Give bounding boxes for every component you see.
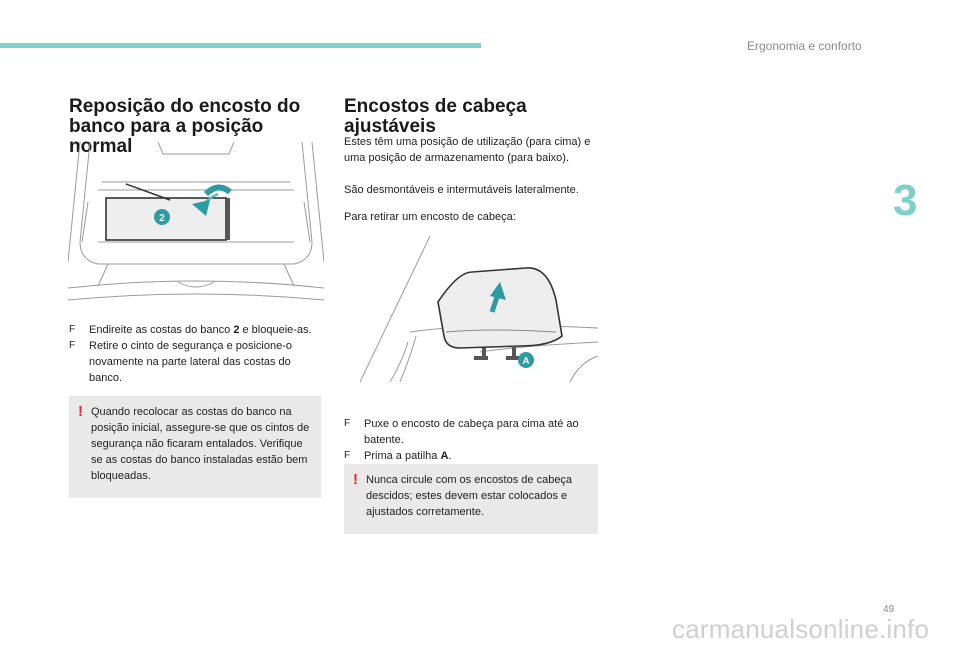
list-item: F Prima a patilha A. (344, 450, 452, 462)
header-accent-bar (0, 43, 481, 48)
chapter-number: 3 (893, 176, 918, 225)
bullet-marker: F (344, 450, 351, 461)
right-intro-2: São desmontáveis e intermutáveis lateralmente. (344, 184, 579, 196)
right-warning-note (344, 464, 598, 534)
page-number: 49 (883, 604, 895, 615)
left-bullet-list (69, 322, 325, 386)
trunk-seat-illustration (68, 142, 324, 314)
bullet-marker: F (69, 324, 76, 335)
right-intro: Estes têm uma posição de utilização (para cima) e uma posição de armazenamento (para baixo). (344, 136, 591, 164)
right-intro-3: Para retirar um encosto de cabeça: (344, 211, 516, 223)
right-note-text: Nunca circule com os encostos de cabeça descidos; estes devem estar colocados e ajustados corretamente. (366, 474, 573, 518)
right-section-title: Encostos de cabeça ajustáveis (344, 96, 527, 137)
section-title: Ergonomia e conforto (747, 39, 862, 53)
list-item: F Puxe o encosto de cabeça para cima até ao batente. (344, 418, 579, 446)
figure-label-2: 2 (159, 213, 165, 224)
left-warning-note (69, 396, 321, 498)
watermark: carmanualsonline.info (672, 614, 930, 644)
left-note-text: Quando recolocar as costas do banco na posição inicial, assegure-se que os cintos de segurança não ficaram entalados. Verifique se as costas do banco instaladas estão bem bloqueadas. (91, 406, 310, 482)
warning-icon: ! (353, 471, 358, 488)
left-section-title: Reposição do encosto do banco para a posição normal (69, 96, 301, 157)
right-bullet-list (344, 416, 600, 464)
warning-icon: ! (78, 403, 83, 420)
bullet-marker: F (69, 340, 76, 351)
figure-label-a: A (522, 356, 530, 367)
bullet-marker: F (344, 418, 351, 429)
list-item: F Retire o cinto de segurança e posicione-o novamente na parte lateral das costas do banco. (69, 340, 293, 384)
headrest-illustration (360, 232, 600, 382)
list-item: F Endireite as costas do banco 2 e bloqueie-as. (69, 324, 312, 336)
